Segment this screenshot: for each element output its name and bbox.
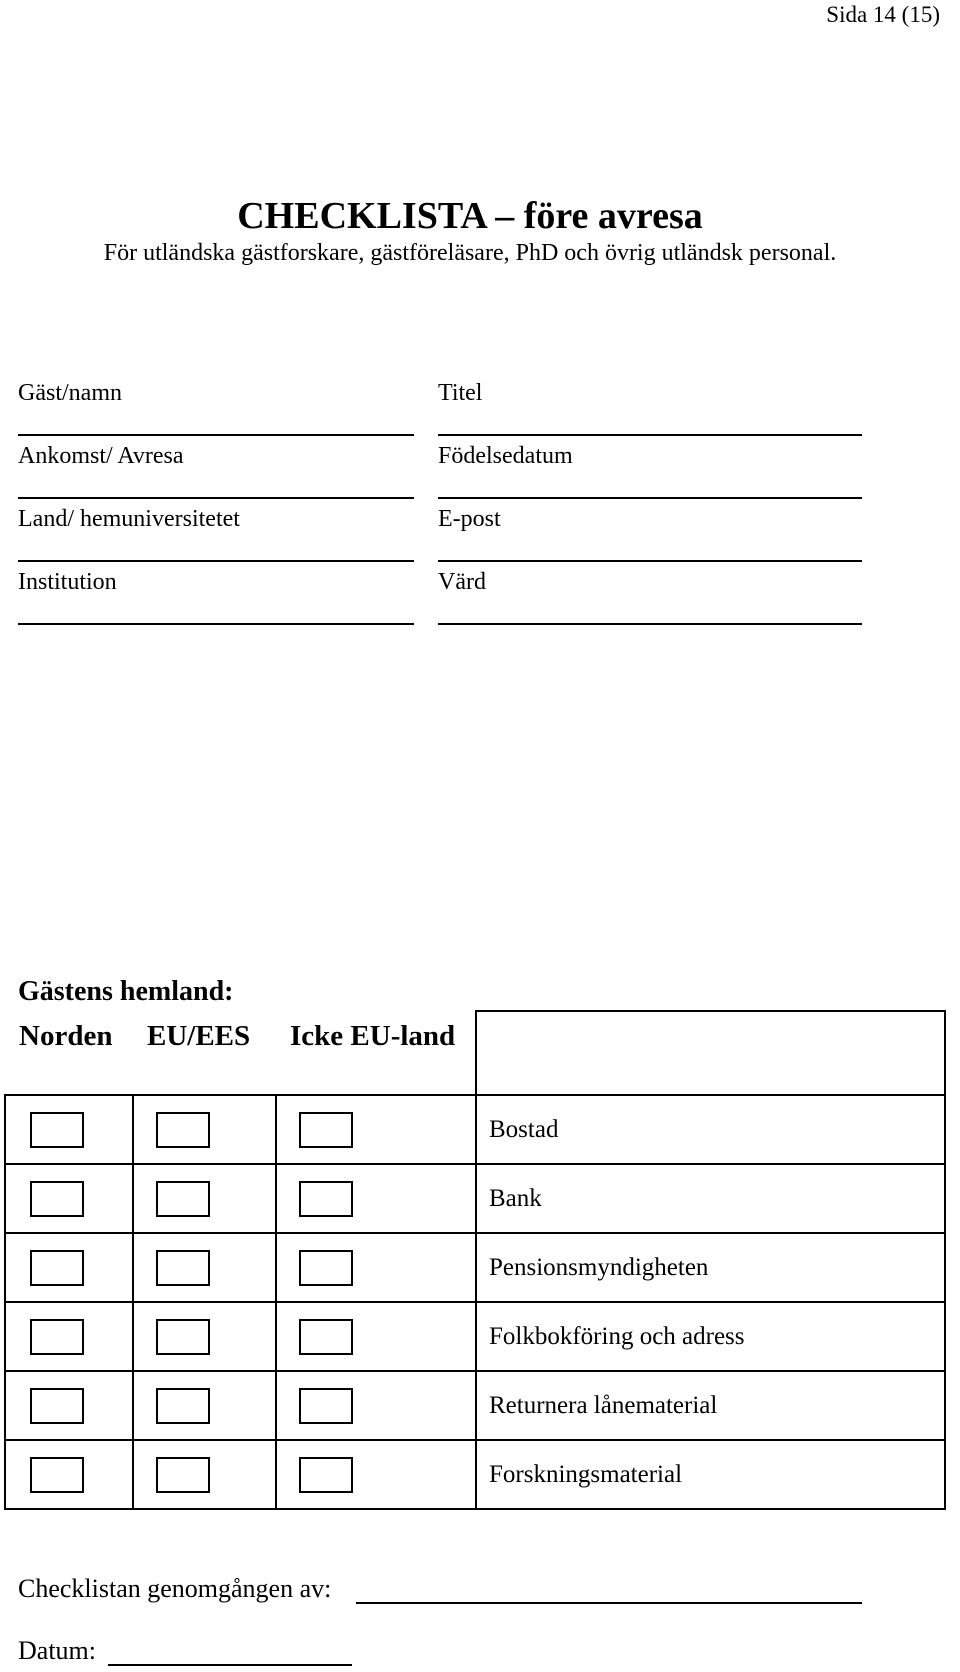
table-row — [5, 1302, 945, 1371]
column-header-nordic: Norden — [5, 1011, 133, 1095]
checked-by-line[interactable] — [356, 1602, 862, 1604]
checkbox-cell-non-eu — [276, 1095, 476, 1164]
checkbox-cell-non-eu — [276, 1164, 476, 1233]
checklist-table — [4, 1010, 946, 1510]
checkbox-cell-nordic — [5, 1233, 133, 1302]
checkbox-eu-bostad[interactable] — [156, 1112, 210, 1148]
table-row — [5, 1233, 945, 1302]
checkbox-cell-non-eu — [276, 1233, 476, 1302]
page-subtitle: För utländska gästforskare, gästföreläsare, PhD och övrig utländsk personal. — [103, 240, 837, 266]
checkbox-non-eu-return-loans[interactable] — [299, 1388, 353, 1424]
checkbox-eu-registration[interactable] — [156, 1319, 210, 1355]
field-line-institution[interactable] — [18, 623, 414, 625]
field-label-birth-date: Födelsedatum — [438, 443, 573, 469]
field-line-arrival-departure[interactable] — [18, 497, 414, 499]
field-label-home-university: Land/ hemuniversitetet — [18, 506, 240, 532]
checkbox-nordic-return-loans[interactable] — [30, 1388, 84, 1424]
checkbox-eu-bank[interactable] — [156, 1181, 210, 1217]
checkbox-non-eu-bank[interactable] — [299, 1181, 353, 1217]
checkbox-cell-non-eu — [276, 1440, 476, 1509]
checkbox-nordic-bostad[interactable] — [30, 1112, 84, 1148]
checkbox-non-eu-pension[interactable] — [299, 1250, 353, 1286]
checkbox-cell-nordic — [5, 1371, 133, 1440]
checkbox-non-eu-research-material[interactable] — [299, 1457, 353, 1493]
home-country-heading: Gästens hemland: — [18, 976, 234, 1007]
table-row — [5, 1095, 945, 1164]
item-label: Pensionsmyndigheten — [476, 1233, 945, 1302]
checkbox-nordic-pension[interactable] — [30, 1250, 84, 1286]
field-line-home-university[interactable] — [18, 560, 414, 562]
checkbox-eu-pension[interactable] — [156, 1250, 210, 1286]
field-label-institution: Institution — [18, 569, 117, 595]
checkbox-cell-eu — [133, 1440, 276, 1509]
checkbox-cell-eu — [133, 1164, 276, 1233]
checklist-header-row — [5, 1011, 945, 1095]
table-row — [5, 1440, 945, 1509]
checkbox-nordic-research-material[interactable] — [30, 1457, 84, 1493]
field-label-email: E-post — [438, 506, 501, 532]
table-row — [5, 1371, 945, 1440]
checkbox-cell-nordic — [5, 1095, 133, 1164]
field-label-title: Titel — [438, 380, 483, 406]
item-label: Returnera lånematerial — [476, 1371, 945, 1440]
item-label: Forskningsmaterial — [476, 1440, 945, 1509]
checkbox-non-eu-bostad[interactable] — [299, 1112, 353, 1148]
column-header-non-eu: Icke EU-land — [276, 1011, 476, 1095]
column-header-eu-ees: EU/EES — [133, 1011, 276, 1095]
checkbox-eu-research-material[interactable] — [156, 1457, 210, 1493]
date-label: Datum: — [18, 1636, 96, 1665]
checked-by-label: Checklistan genomgången av: — [18, 1574, 332, 1603]
checkbox-cell-nordic — [5, 1302, 133, 1371]
checkbox-non-eu-registration[interactable] — [299, 1319, 353, 1355]
checkbox-nordic-bank[interactable] — [30, 1181, 84, 1217]
field-label-guest-name: Gäst/namn — [18, 380, 122, 406]
field-line-host[interactable] — [438, 623, 862, 625]
checkbox-cell-eu — [133, 1095, 276, 1164]
field-line-guest-name[interactable] — [18, 434, 414, 436]
page-number: Sida 14 (15) — [826, 2, 940, 27]
checkbox-cell-eu — [133, 1302, 276, 1371]
checkbox-eu-return-loans[interactable] — [156, 1388, 210, 1424]
checkbox-cell-eu — [133, 1371, 276, 1440]
field-label-arrival-departure: Ankomst/ Avresa — [18, 443, 184, 469]
item-label: Bank — [476, 1164, 945, 1233]
checkbox-cell-non-eu — [276, 1371, 476, 1440]
field-line-email[interactable] — [438, 560, 862, 562]
date-line[interactable] — [108, 1664, 352, 1666]
checkbox-cell-eu — [133, 1233, 276, 1302]
item-label: Folkbokföring och adress — [476, 1302, 945, 1371]
checkbox-cell-non-eu — [276, 1302, 476, 1371]
column-header-item — [476, 1011, 945, 1095]
checkbox-cell-nordic — [5, 1164, 133, 1233]
checkbox-nordic-registration[interactable] — [30, 1319, 84, 1355]
checkbox-cell-nordic — [5, 1440, 133, 1509]
field-label-host: Värd — [438, 569, 486, 595]
field-line-title[interactable] — [438, 434, 862, 436]
field-line-birth-date[interactable] — [438, 497, 862, 499]
table-row — [5, 1164, 945, 1233]
page-title: CHECKLISTA – före avresa — [237, 195, 703, 237]
item-label: Bostad — [476, 1095, 945, 1164]
